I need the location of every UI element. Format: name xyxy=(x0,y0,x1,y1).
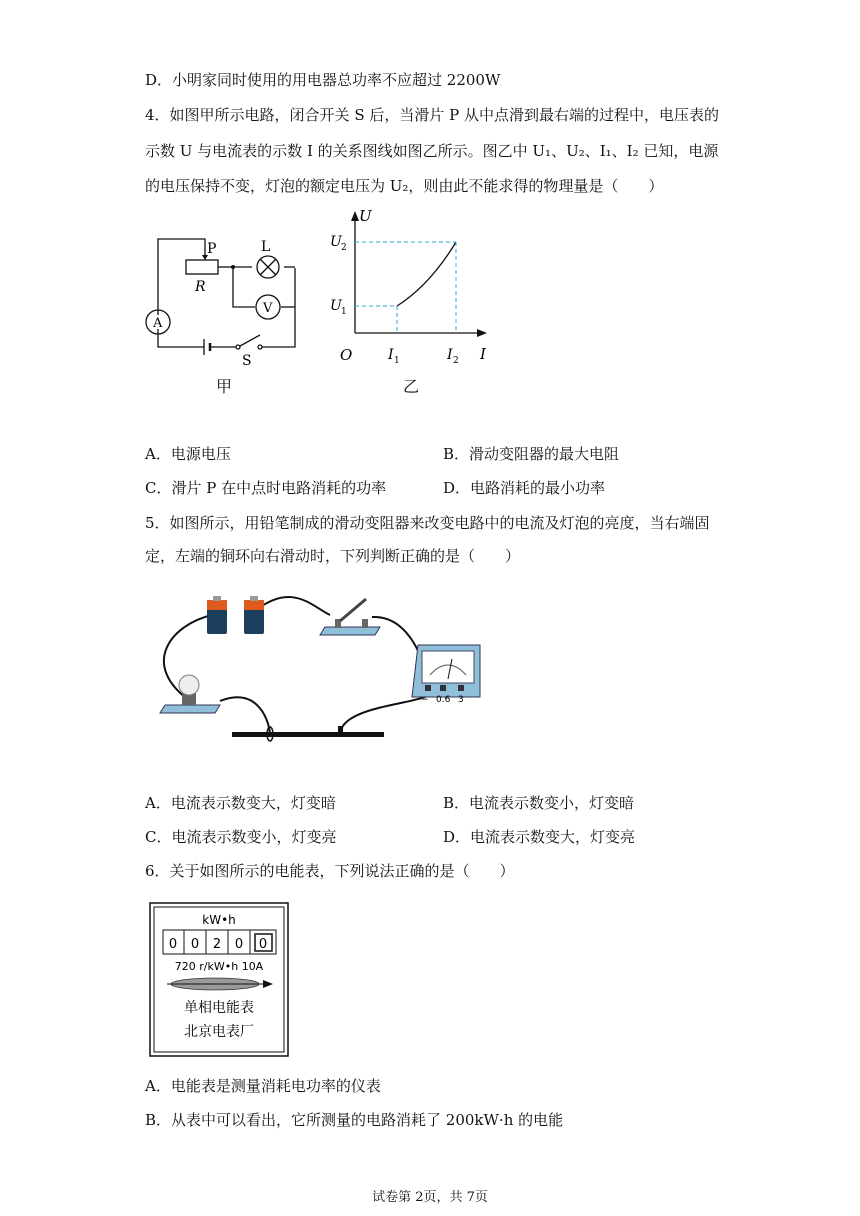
tick-i1: I xyxy=(388,347,394,363)
label-s: S xyxy=(242,353,252,369)
page-footer: 试卷第 2页，共 7页 xyxy=(372,1190,488,1205)
tick-i2: I xyxy=(447,347,453,363)
q5-stem-line-2: 定，左端的铜环向右滑动时，下列判断正确的是（ ） xyxy=(145,547,521,565)
q4-stem-line-2: 示数 U 与电流表的示数 I 的关系图线如图乙所示。图乙中 U₁、U₂、I₁、I₂ 已知，电源 xyxy=(145,142,719,160)
meter-spec: 720 r/kW•h 10A xyxy=(174,960,264,973)
q3-option-d: D．小明家同时使用的用电器总功率不应超过 2200W xyxy=(145,71,501,89)
q4-option-c: C．滑片 P 在中点时电路消耗的功率 xyxy=(145,479,387,497)
battery-icon xyxy=(207,596,264,634)
tick-u2-sub: 2 xyxy=(341,243,347,253)
q4-stem-line-3: 的电压保持不变，灯泡的额定电压为 U₂，则由此不能求得的物理量是（ ） xyxy=(145,177,664,195)
digit-5: 0 xyxy=(258,937,268,952)
q4-circuit-diagram xyxy=(140,225,310,369)
label-a: A xyxy=(153,316,163,331)
q5-option-c: C．电流表示数变小，灯变亮 xyxy=(145,828,337,846)
q4-ui-graph xyxy=(325,205,495,365)
switch-icon xyxy=(320,599,380,635)
ammeter-minus: − xyxy=(421,695,429,705)
q6-stem: 6．关于如图所示的电能表，下列说法正确的是（ ） xyxy=(145,862,515,880)
tick-i2-sub: 2 xyxy=(453,356,459,366)
q6-option-b: B．从表中可以看出，它所测量的电路消耗了 200kW·h 的电能 xyxy=(145,1111,564,1129)
label-p: P xyxy=(207,241,217,257)
digit-1: 0 xyxy=(168,937,178,952)
meter-unit: kW•h xyxy=(202,913,236,927)
q5-stem-line-1: 5．如图所示，用铅笔制成的滑动变阻器来改变电路中的电流及灯泡的亮度，当右端固 xyxy=(145,514,710,532)
q4-stem-line-1: 4．如图甲所示电路，闭合开关 S 后，当滑片 P 从中点滑到最右端的过程中，电压表的 xyxy=(145,106,719,124)
axis-i: I xyxy=(480,345,486,363)
ammeter-mid: 0.6 xyxy=(436,695,451,705)
meter-name: 单相电能表 xyxy=(184,1000,254,1016)
caption-yi: 乙 xyxy=(403,377,420,396)
origin-o: O xyxy=(340,346,353,364)
digit-3: 2 xyxy=(212,937,222,952)
axis-u: U xyxy=(359,207,372,225)
ammeter-icon xyxy=(412,645,480,697)
q4-option-d: D．电路消耗的最小功率 xyxy=(443,479,606,497)
label-v: V xyxy=(263,301,273,316)
pencil-rheostat xyxy=(232,732,384,737)
energy-meter xyxy=(149,902,289,1057)
tick-u1: U xyxy=(330,298,342,314)
ammeter-max: 3 xyxy=(458,695,464,705)
digit-2: 0 xyxy=(190,937,200,952)
label-l: L xyxy=(261,239,271,255)
q4-option-a: A．电源电压 xyxy=(145,445,231,463)
caption-jia: 甲 xyxy=(216,377,233,396)
digit-4: 0 xyxy=(234,937,244,952)
tick-u2: U xyxy=(330,234,342,250)
q6-option-a: A．电能表是测量消耗电功率的仪表 xyxy=(145,1077,381,1095)
meter-maker: 北京电表厂 xyxy=(184,1024,254,1040)
q5-option-d: D．电流表示数变大，灯变亮 xyxy=(443,828,636,846)
label-r: R xyxy=(195,279,206,295)
q4-option-b: B．滑动变阻器的最大电阻 xyxy=(443,445,620,463)
q5-circuit-picture xyxy=(140,585,500,750)
q5-option-a: A．电流表示数变大，灯变暗 xyxy=(145,794,336,812)
tick-u1-sub: 1 xyxy=(341,307,347,317)
q5-option-b: B．电流表示数变小，灯变暗 xyxy=(443,794,635,812)
tick-i1-sub: 1 xyxy=(394,356,400,366)
